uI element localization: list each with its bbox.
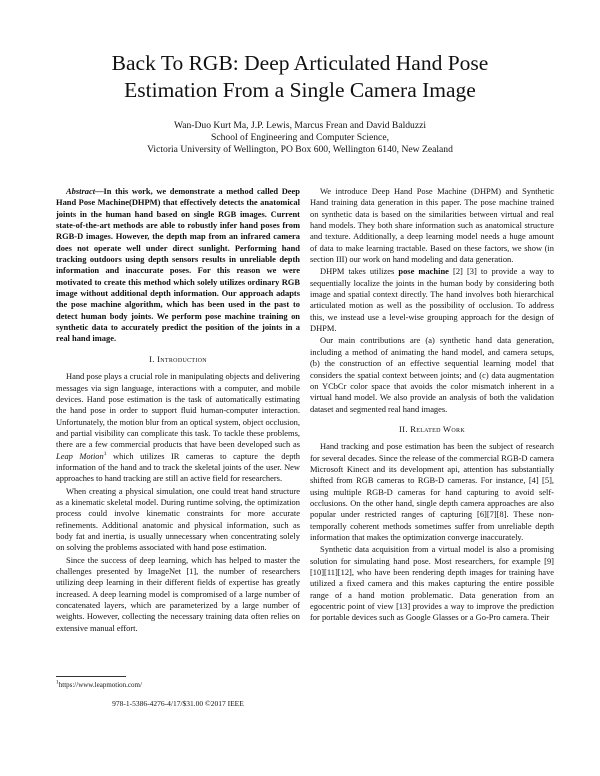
right-paragraph-3: Our main contributions are (a) synthetic hand data generation, including a method of animating the hand model, and camera setups, (b) the construction of an effective sequential learning model that considers the spatial context between joints; and (c) data augmentation on YCbCr color space that avoids the color mismatch inherent in a virtual hand model. We also provide an analysis of both the validation dataset and segmented real hand images. bbox=[310, 335, 554, 414]
footnote-marker: 1 bbox=[103, 450, 107, 457]
abstract bbox=[56, 186, 300, 345]
paper-title-line-1: Back To RGB: Deep Articulated Hand Pose bbox=[111, 51, 489, 75]
abstract-dash: — bbox=[95, 186, 104, 196]
intro-paragraph-3: Since the success of deep learning, which has helped to master the challenges presented by ImageNet [1], the number of researchers utilizing deep learning in their different fields of expertise has greatly increased. A deep learning model is compromised of a large number of concatenated layers, which are parameterized by a large number of weights. However, collecting the necessary training data often relies on extensive manual effort. bbox=[56, 554, 300, 633]
right-paragraph-1: We introduce Deep Hand Pose Machine (DHPM) and Synthetic Hand training data generation in this paper. The pose machine trained on synthetic data is based on the similarities between virtual and real hand models. They both share information such as anatomical structure and texture. Additionally, a deep learning model needs a huge amount of data to make learning tractable. Based on these factors, we show (in section III) our work on hand modeling and data generation. bbox=[310, 186, 554, 265]
section-heading-related-work: II. Related Work bbox=[399, 423, 465, 434]
right-p2-text-b: [2] [3] to provide a way to sequentially localize the joints in the human body by considering both image and spatial context directly. The hand involves both hierarchical articulated motion as well as the possibility of occlusion. To address this, we instead use a level-wise grouping approach for the design of DHPM. bbox=[310, 266, 554, 334]
intro-p1-text-a: Hand pose plays a crucial role in manipulating objects and delivering messages via sign language, interactions with a computer, and mobile devices. Hand pose estimation is the task of automatically estimating the hand pose in order to support fluid human-computer interaction. Unfortunately, the motion blur from an optical system, object occlusion, and partial visibility can complicate this task. To tackle these problems, there are a few commercial products that have been developed such as bbox=[56, 371, 300, 450]
footnote-number: 1 bbox=[56, 679, 59, 686]
footnote-url[interactable]: https://www.leapmotion.com/ bbox=[58, 681, 142, 689]
intro-paragraph-2: When creating a physical simulation, one could treat hand structure as a kinematic skeletal model. During runtime solving, the optimization process could involve kinematic constraints for more accurate refinements. Additional anatomic and physical information, such as body fat and inertia, is usually unnecessary when concentrating solely on solving the problems associated with hand pose estimation. bbox=[56, 485, 300, 553]
right-paragraph-2 bbox=[310, 266, 554, 334]
footnote-rule bbox=[56, 676, 126, 677]
abstract-label: Abstract bbox=[66, 186, 96, 196]
intro-paragraph-1 bbox=[56, 371, 300, 484]
footnote bbox=[56, 681, 300, 690]
address: Victoria University of Wellington, PO Box 600, Wellington 6140, New Zealand bbox=[147, 144, 453, 155]
related-paragraph-2: Synthetic data acquisition from a virtual model is also a promising solution for simulating hand pose. Most researchers, for example [9][10][11][12], who have been rendering depth images for training have utilized a fixed camera and this makes capturing the entire possible range of a hand motion problematic. Data generation from an egocentric point of view [13] provides a way to improve the prediction for portable devices such as Google Glasses or a Go-Pro camera. Their bbox=[310, 544, 554, 623]
left-column bbox=[56, 186, 300, 634]
leap-motion-term: Leap Motion bbox=[56, 450, 104, 461]
right-p2-text-a: DHPM takes utilizes bbox=[320, 266, 399, 277]
paper-title-line-2: Estimation From a Single Camera Image bbox=[124, 78, 476, 102]
pose-machine-term: pose machine bbox=[398, 266, 449, 277]
affiliation: School of Engineering and Computer Science, bbox=[211, 132, 389, 143]
author-list: Wan-Duo Kurt Ma, J.P. Lewis, Marcus Frean and David Balduzzi bbox=[173, 120, 427, 131]
right-column bbox=[310, 186, 554, 624]
abstract-text: In this work, we demonstrate a method called Deep Hand Pose Machine(DHPM) that effectively detects the anatomical joints in the human hand based on single RGB images. Current state-of-the-art methods are able to robustly infer hand poses from RGB-D images. However, the depth map from an infrared camera does not operate well under direct sunlight. Performing hand tracking outdoors using depth sensors results in unreliable depth information and inaccurate poses. For this reason we were motivated to create this method which solely utilizes ordinary RGB image without additional depth information. Our approach adapts the pose machine algorithm, which has been used in the past to detect human body joints. We perform pose machine training on synthetic data to accurately predict the position of the joints in a real hand image. bbox=[56, 186, 300, 344]
intro-p1-text-b: which utilizes IR cameras to capture the depth information of the hand and to track the skeletal joints of the user. New approaches to hand tracking are still an active field for researchers. bbox=[56, 450, 300, 484]
related-paragraph-1: Hand tracking and pose estimation has been the subject of research for several decades. Since the release of the commercial RGB-D camera Microsoft Kinect and its development api, attention has substantially shifted from RGB cameras to RGB-D cameras. For instance, [4] [5], using multiple RGB-D cameras for hand capturing to avoid self-occlusions. On the other hand, single depth camera approaches are also popular under restricted ranges of capturing [6][7][8]. These non-temporally coherent methods sometimes suffer from unreliable depth information that makes the optimization converge inaccurately. bbox=[310, 441, 554, 542]
copyright-notice: 978-1-5386-4276-4/17/$31.00 ©2017 IEEE bbox=[112, 699, 244, 708]
section-heading-introduction: I. Introduction bbox=[149, 353, 207, 364]
